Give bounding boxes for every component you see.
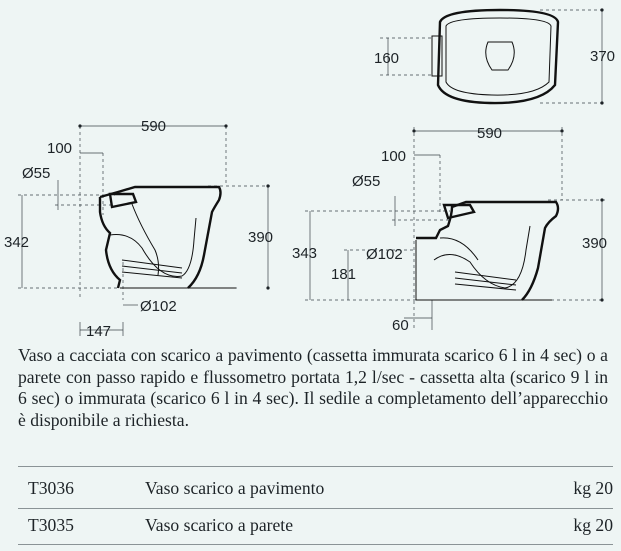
floor-length-label: 590 [141, 118, 167, 135]
product-code: T3036 [28, 478, 74, 498]
wall-seat-offset-label: 100 [381, 148, 407, 165]
product-weight: kg 20 [573, 515, 613, 535]
wall-height-right-label: 390 [582, 235, 608, 252]
table-divider [18, 466, 613, 467]
wall-drain-diameter-label: Ø102 [366, 246, 403, 263]
wall-length-label: 590 [477, 125, 503, 142]
product-description: Vaso a cacciata con scarico a pavimento (cassetta immurata scarico 6 l in 4 sec) o a parete con passo rapido e flussometro portata 1,2 l/sec - cassetta alta (scarico 9 l in 6 sec) o immurata (scarico 6 l in 4 sec). Il sedile a completamento dell’apparecchio è disponibile a richiesta. [18, 345, 608, 430]
wall-drain-elevation [305, 127, 608, 330]
seat-width-label: 160 [374, 50, 400, 67]
seat-height-label: 370 [590, 48, 616, 65]
floor-seat-offset-label: 100 [47, 140, 73, 157]
floor-height-right-label: 390 [248, 229, 274, 246]
table-row [0, 478, 621, 504]
seat-top-view [380, 8, 605, 104]
wall-base-label: 60 [392, 317, 409, 334]
product-name: Vaso scarico a parete [145, 515, 293, 535]
table-divider [18, 544, 613, 545]
wall-drain-height-label: 181 [331, 266, 357, 283]
floor-drain-distance-label: 147 [86, 323, 112, 340]
floor-pipe-diameter-label: Ø55 [22, 165, 51, 182]
table-divider [18, 508, 613, 509]
floor-height-left-label: 342 [4, 234, 30, 251]
product-weight: kg 20 [573, 478, 613, 498]
table-row [0, 515, 621, 541]
wall-pipe-diameter-label: Ø55 [352, 173, 381, 190]
floor-drain-diameter-label: Ø102 [140, 298, 177, 315]
product-code: T3035 [28, 515, 74, 535]
wall-height-left-label: 343 [292, 245, 318, 262]
product-name: Vaso scarico a pavimento [145, 478, 325, 498]
